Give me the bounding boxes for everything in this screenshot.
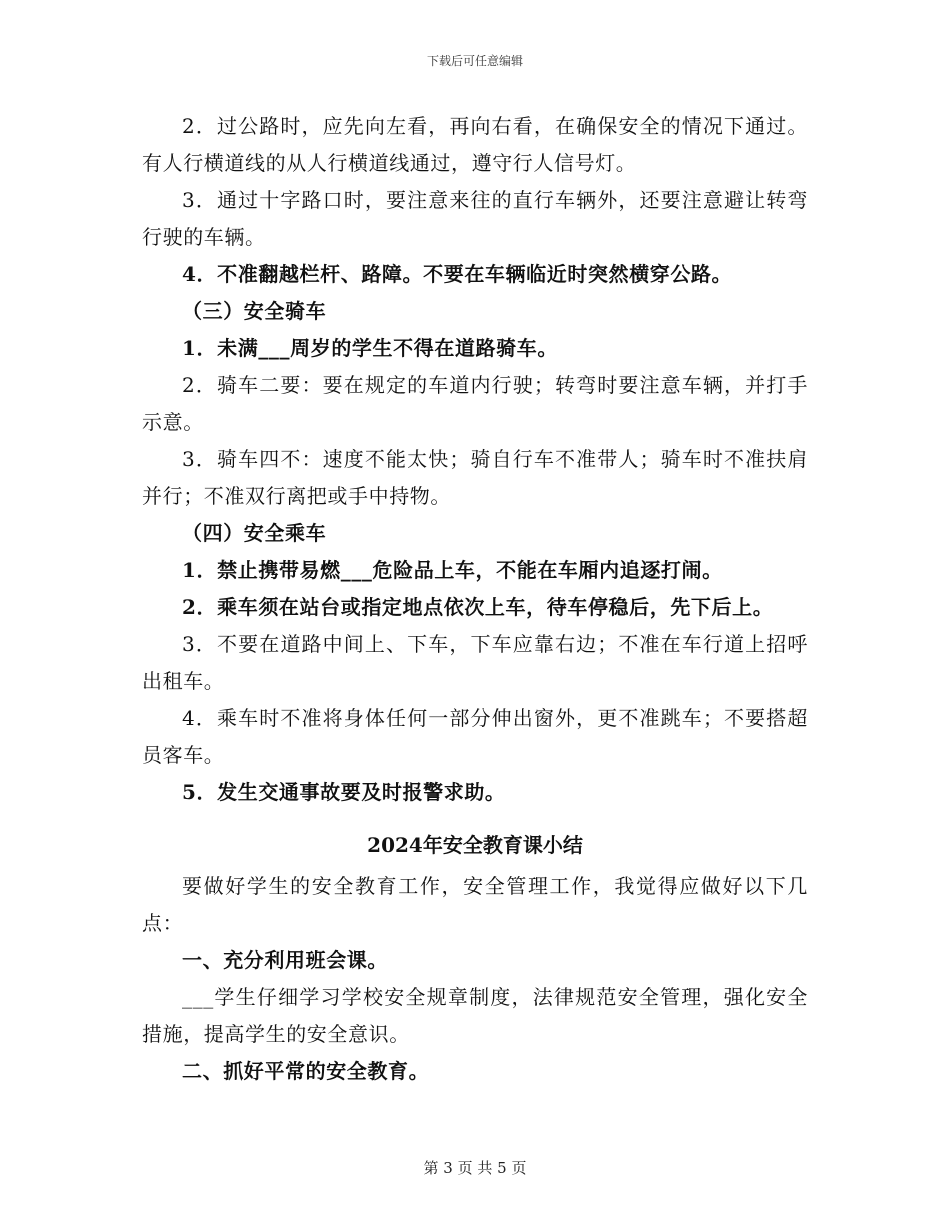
paragraph-no-flammables: 1．禁止携带易燃___危险品上车，不能在车厢内追逐打闹。 [182,558,723,582]
heading-safe-cycling: （三）安全骑车 [182,299,327,323]
heading-safe-riding: （四）安全乘车 [182,521,327,545]
document-body [142,108,808,1090]
paragraph-cycling-age: 1．未满___周岁的学生不得在道路骑车。 [182,336,558,360]
paragraph-study-rules: ___学生仔细学习学校安全规章制度，法律规范安全管理，强化安全措施，提高学生的安全意识。 [142,985,808,1046]
paragraph-no-climbing: 4．不准翻越栏杆、路障。不要在车辆临近时突然横穿公路。 [182,262,733,286]
page-header: 下载后可任意编辑 [426,54,523,68]
page-footer: 第 3 页 共 5 页 [423,1159,527,1177]
paragraph-accident-report: 5．发生交通事故要及时报警求助。 [182,780,506,804]
paragraph-boarding-order: 2．乘车须在站台或指定地点依次上车，待车停稳后，先下后上。 [182,595,774,619]
section-title: 2024年安全教育课小结 [367,833,583,857]
paragraph-crossroads: 3．通过十字路口时，要注意来往的直行车辆外，还要注意避让转弯行驶的车辆。 [142,188,808,249]
paragraph-getting-off: 3．不要在道路中间上、下车，下车应靠右边；不准在车行道上招呼出租车。 [142,632,808,693]
paragraph-cycling-two-musts: 2．骑车二要：要在规定的车道内行驶；转弯时要注意车辆，并打手示意。 [142,373,808,434]
paragraph-intro: 要做好学生的安全教育工作，安全管理工作，我觉得应做好以下几点： [142,874,808,935]
heading-daily-education: 二、抓好平常的安全教育。 [182,1059,430,1083]
paragraph-crossing-road: 2．过公路时，应先向左看，再向右看，在确保安全的情况下通过。有人行横道线的从人行横道线通过，遵守行人信号灯。 [142,114,808,175]
paragraph-cycling-four-donts: 3．骑车四不：速度不能太快；骑自行车不准带人；骑车时不准扶肩并行；不准双行离把或手中持物。 [142,447,808,508]
paragraph-window-safety: 4．乘车时不准将身体任何一部分伸出窗外，更不准跳车；不要搭超员客车。 [142,706,808,767]
heading-class-meeting: 一、充分利用班会课。 [182,948,388,972]
